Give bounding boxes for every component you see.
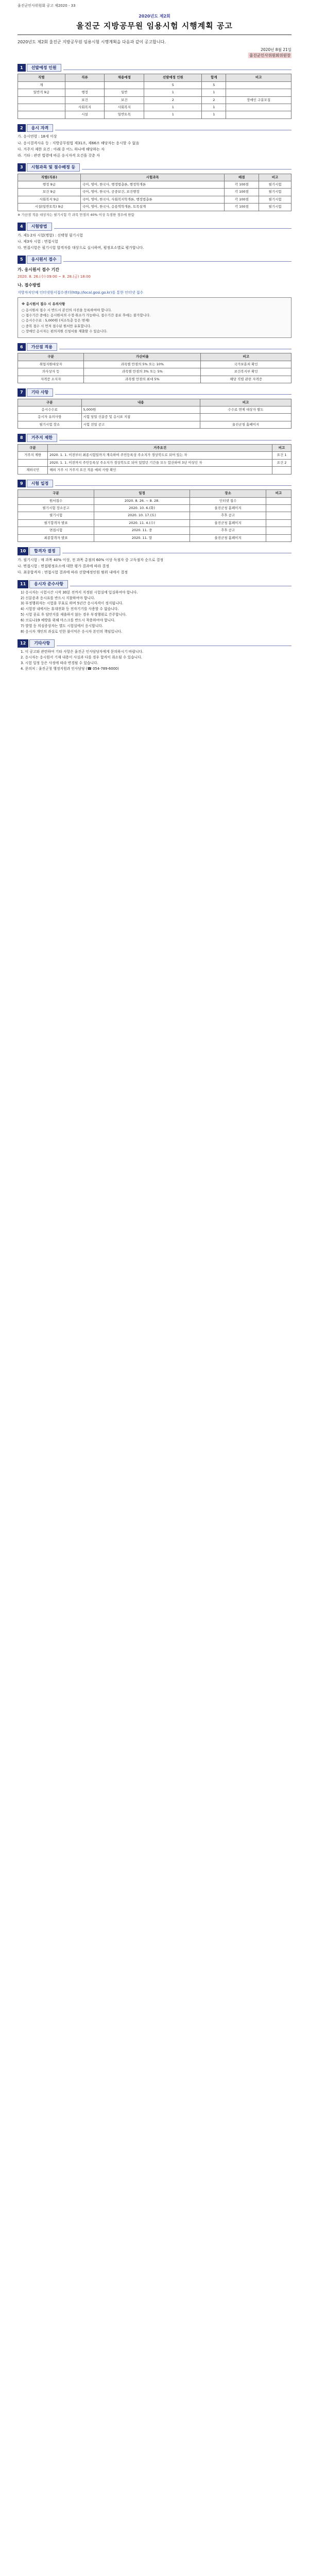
- section-9-header: [18, 480, 291, 488]
- section-number: 12: [18, 639, 28, 648]
- box-line: ○ 장애인 응시자는 편의지원 신청서를 제출할 수 있습니다.: [22, 329, 108, 334]
- application-method: 지방자치단체 인터넷원서접수센터(http://local.gosi.go.kr)를 통한 인터넷 접수: [18, 291, 144, 295]
- col-header: 비고: [266, 490, 291, 497]
- list-item: 2) 신분증과 응시표를 반드시 지참하여야 합니다.: [21, 596, 95, 600]
- table-row: 면접시험 2020. 11. 중 추후 공고: [18, 527, 291, 534]
- list-item: 4) 시험장 내에서는 휴대전화 등 전자기기를 사용할 수 없습니다.: [21, 607, 119, 612]
- col-header: 선발예정 인원: [144, 74, 202, 81]
- table-row: 취업지원대상자 과목별 만점의 5% 또는 10% 국가보훈처 확인: [18, 361, 291, 368]
- section-number: 6: [18, 343, 26, 351]
- text-line: 다. 면접시험은 필기시험 합격자를 대상으로 실시하며, 평정요소별로 평가합니다.: [18, 245, 144, 250]
- box-line: ○ 응시수수료 : 5,000원 (저소득층 등은 면제): [22, 318, 90, 323]
- text-line: 가. 응시연령 : 18세 이상: [18, 134, 57, 139]
- col-header: 직류: [65, 74, 105, 81]
- col-header: 비고: [259, 174, 291, 181]
- table-row: 필기시험 장소 시험 전일 공고 울진군청 홈페이지: [18, 421, 291, 428]
- intro-text: 2020년도 제2회 울진군 지방공무원 임용시험 시행계획을 다음과 같이 공고합니다.: [18, 40, 166, 45]
- issue-block: [18, 47, 291, 59]
- text-line: 가. 필기시험 : 매 과목 40% 이상, 전 과목 총점의 60% 이상 득점자 중 고득점자 순으로 결정: [18, 557, 164, 562]
- col-header: 내용: [81, 399, 200, 406]
- table-row: 시설(일반토목) 9급 국어, 영어, 한국사, 응용역학개론, 토목설계 각 100점 필기시험: [18, 204, 291, 211]
- section-number: 2: [18, 124, 26, 132]
- box-line: ○ 접수기간 중에는 응시원서의 수정·취소가 가능하나, 접수기간 종료 후에는 불가합니다.: [22, 313, 151, 318]
- table-row: 최종합격자 발표 2020. 11. 말 울진군청 홈페이지: [18, 534, 291, 541]
- section-11-header: [18, 580, 291, 588]
- section-number: 8: [18, 434, 26, 442]
- col-header: 시험과목: [80, 174, 225, 181]
- residence-table: [18, 444, 291, 474]
- section-number: 4: [18, 223, 26, 231]
- section-2-header: [18, 124, 291, 132]
- text-line: 나. 제3차 시험 : 면접시험: [18, 239, 58, 244]
- col-header: 배점: [225, 174, 259, 181]
- section-3-header: [18, 163, 291, 172]
- col-header: 일정: [94, 490, 190, 497]
- table-row: 의사상자 등 과목별 만점의 3% 또는 5% 보건복지부 확인: [18, 368, 291, 376]
- section-title: 거주지 제한: [27, 434, 57, 442]
- table-row: 시설 일반토목 1 1: [18, 111, 291, 118]
- list-item: 1. 이 공고와 관련하여 기타 사항은 울진군 인사담당자에게 문의하시기 바랍니다.: [21, 650, 144, 654]
- section-4-header: [18, 223, 291, 231]
- col-header: 비고: [200, 399, 291, 406]
- box-line: ○ 중복 접수 시 먼저 접수된 원서만 유효합니다.: [22, 324, 92, 328]
- text-line: 나. 응시결격사유 등 : 지방공무원법 제31조, 제66조 해당자는 응시할 수 없음: [18, 141, 140, 145]
- table-row: 응시자 유의사항 시험 당일 신분증 및 응시표 지참: [18, 414, 291, 421]
- schedule-table: [18, 489, 291, 542]
- section-title: 시험 일정: [27, 480, 54, 488]
- section-title: 시험방법: [27, 223, 52, 231]
- section-title: 응시 자격: [27, 124, 54, 132]
- section-title: 기타사항: [29, 639, 55, 648]
- list-item: 3. 시험 일정 등은 사정에 따라 변경될 수 있습니다.: [21, 660, 98, 665]
- section-number: 5: [18, 256, 26, 264]
- section-1-header: [18, 64, 291, 72]
- list-item: 7) 발열 등 의심증상자는 별도 시험실에서 응시합니다.: [21, 623, 103, 628]
- notice-number: 울진군인사위원회 공고 제2020 - 33: [18, 4, 76, 8]
- table-row: 계 5 5: [18, 81, 291, 89]
- section-5-header: [18, 256, 291, 264]
- exam-subjects-table: [18, 174, 291, 211]
- list-item: 8) 응시자 개인의 과실로 인한 불이익은 응시자 본인의 책임입니다.: [21, 629, 123, 634]
- application-period: 2020. 8. 26.(수) 09:00 ~ 8. 28.(금) 18:00: [18, 275, 91, 279]
- document-subtitle: 2020년도 제2회: [139, 14, 170, 19]
- recruitment-table: [18, 74, 291, 119]
- table-row: 2020. 1. 1. 이전까지 주민등록상 주소지가 경상북도로 되어 있었던 기간을 모두 합산하여 3년 이상인 자 요건 2: [18, 459, 291, 466]
- table-row: 필기시험 2020. 10. 17.(토) 추후 공고: [18, 512, 291, 519]
- section-number: 11: [18, 580, 28, 588]
- col-header: 거주요건: [48, 444, 272, 451]
- table-row: 응시수수료 5,000원 수수료 면제 대상자 별도: [18, 406, 291, 414]
- col-header: 구분: [18, 353, 84, 361]
- col-header: 비고: [226, 74, 291, 81]
- section-title: 합격자 결정: [29, 547, 60, 555]
- list-item: 2. 응시자는 응시원서 기재 내용이 사실과 다를 경우 합격이 취소될 수 있습니다.: [21, 655, 142, 659]
- section-title: 가산점 적용: [27, 343, 57, 351]
- list-item: 4. 문의처 : 울진군청 행정지원과 인사담당 (☎ 054-789-6000): [21, 666, 119, 671]
- list-item: 3) 부정행위자는 시험을 무효로 하며 5년간 응시자격이 정지됩니다.: [21, 601, 124, 606]
- section-title: 시험과목 및 점수배정 등: [27, 163, 80, 172]
- col-header: 합계: [202, 74, 226, 81]
- box-line: ○ 응시원서 접수 시 반드시 본인의 사진을 등록하여야 합니다.: [22, 308, 112, 312]
- section-12-header: [18, 639, 291, 648]
- list-item: 5) 시험 종료 후 답안지를 제출하지 않는 경우 부정행위로 간주합니다.: [21, 613, 127, 617]
- table-row: 원서접수 2020. 8. 26. ~ 8. 28. 인터넷 접수: [18, 497, 291, 504]
- section-7-header: [18, 388, 291, 397]
- col-header: 구분: [18, 444, 48, 451]
- document-title: 울진군 지방공무원 임용시험 시행계획 공고: [76, 21, 233, 30]
- col-header: 비고: [201, 353, 291, 361]
- misc-list: [18, 650, 291, 671]
- text-line: 다. 거주지 제한 요건 : 아래 중 어느 하나에 해당하는 자: [18, 147, 105, 151]
- section-number: 1: [18, 64, 26, 72]
- col-header: 구분: [18, 399, 82, 406]
- col-header: 구분: [18, 490, 94, 497]
- section-title: 응시자 준수사항: [29, 580, 68, 588]
- section-title: 선발예정 인원: [27, 64, 61, 72]
- col-header: 가산비율: [84, 353, 201, 361]
- text-line: 다. 최종합격자 : 면접시험 결과에 따라 선발예정인원 범위 내에서 결정: [18, 570, 128, 574]
- col-header: 직렬(직류): [18, 174, 81, 181]
- subsection-title: 가. 응시원서 접수 기간: [18, 267, 59, 272]
- subsection-title: 나. 접수방법: [18, 283, 41, 288]
- table-row: 거주지 제한 2020. 1. 1. 이전부터 최종시험일까지 계속하여 주민등록상 주소지가 경상북도로 되어 있는 자 요건 1: [18, 452, 291, 459]
- text-line: 가. 제1·2차 시험(병합) : 선택형 필기시험: [18, 233, 83, 238]
- table-row: 일반직 9급 행정 일반 1 1: [18, 89, 291, 96]
- table-row: 보건 9급 국어, 영어, 한국사, 공중보건, 보건행정 각 100점 필기시험: [18, 189, 291, 196]
- col-header: 채용예정: [105, 74, 144, 81]
- col-header: 비고: [272, 444, 291, 451]
- box-title: ※ 응시원서 접수 시 유의사항: [22, 302, 65, 307]
- section-number: 3: [18, 163, 26, 172]
- table-row: 사회복지 사회복지 1 1: [18, 104, 291, 111]
- bonus-points-table: [18, 353, 291, 383]
- misc-table: [18, 399, 291, 429]
- table-row: 보건 보건 2 2 장애인 구분모집: [18, 96, 291, 104]
- section-number: 7: [18, 388, 26, 397]
- text-line: 나. 면접시험 : 면접평정요소에 대한 평가 결과에 따라 결정: [18, 564, 109, 568]
- section-8-header: [18, 434, 291, 442]
- table-row: 필기합격자 발표 2020. 11. 4.(수) 울진군청 홈페이지: [18, 519, 291, 527]
- table-row: 재외국민 해외 거주 시 거주지 요건 적용 예외 사항 확인: [18, 467, 291, 474]
- col-header: 장소: [190, 490, 266, 497]
- section-6-header: [18, 343, 291, 351]
- text-line: 라. 기타 : 관련 법령에 따른 응시자격 요건을 갖춘 자: [18, 153, 100, 158]
- issuer: 울진군인사위원회위원장: [249, 53, 290, 58]
- section-number: 10: [18, 547, 28, 555]
- list-item: 6) 코로나19 예방을 위해 마스크를 반드시 착용하여야 합니다.: [21, 618, 115, 622]
- table-note: ※ 가산점 적용 대상자는 필기시험 각 과목 만점의 40% 이상 득점한 경우에 한함: [18, 212, 134, 217]
- table-row: 자격증 소지자 과목별 만점의 최대 5% 해당 직렬 관련 자격증: [18, 376, 291, 383]
- col-header: 직렬: [18, 74, 65, 81]
- section-title: 응시원서 접수: [27, 256, 61, 264]
- document-header: [18, 13, 291, 31]
- rules-list: [18, 590, 291, 635]
- issue-date: 2020년 8월 21일: [261, 47, 291, 52]
- list-item: 1) 응시자는 시험시간 시작 30분 전까지 지정된 시험실에 입실하여야 합니다.: [21, 590, 138, 595]
- caution-box: [18, 297, 291, 338]
- table-row: 행정 9급 국어, 영어, 한국사, 행정법총론, 행정학개론 각 100점 필기시험: [18, 181, 291, 188]
- section-title: 기타 사항: [27, 388, 54, 397]
- section-10-header: [18, 547, 291, 555]
- table-row: 사회복지 9급 국어, 영어, 한국사, 사회복지학개론, 행정법총론 각 100점 필기시험: [18, 196, 291, 203]
- table-row: 필기시험 장소공고 2020. 10. 6.(화) 울진군청 홈페이지: [18, 504, 291, 512]
- section-number: 9: [18, 480, 26, 488]
